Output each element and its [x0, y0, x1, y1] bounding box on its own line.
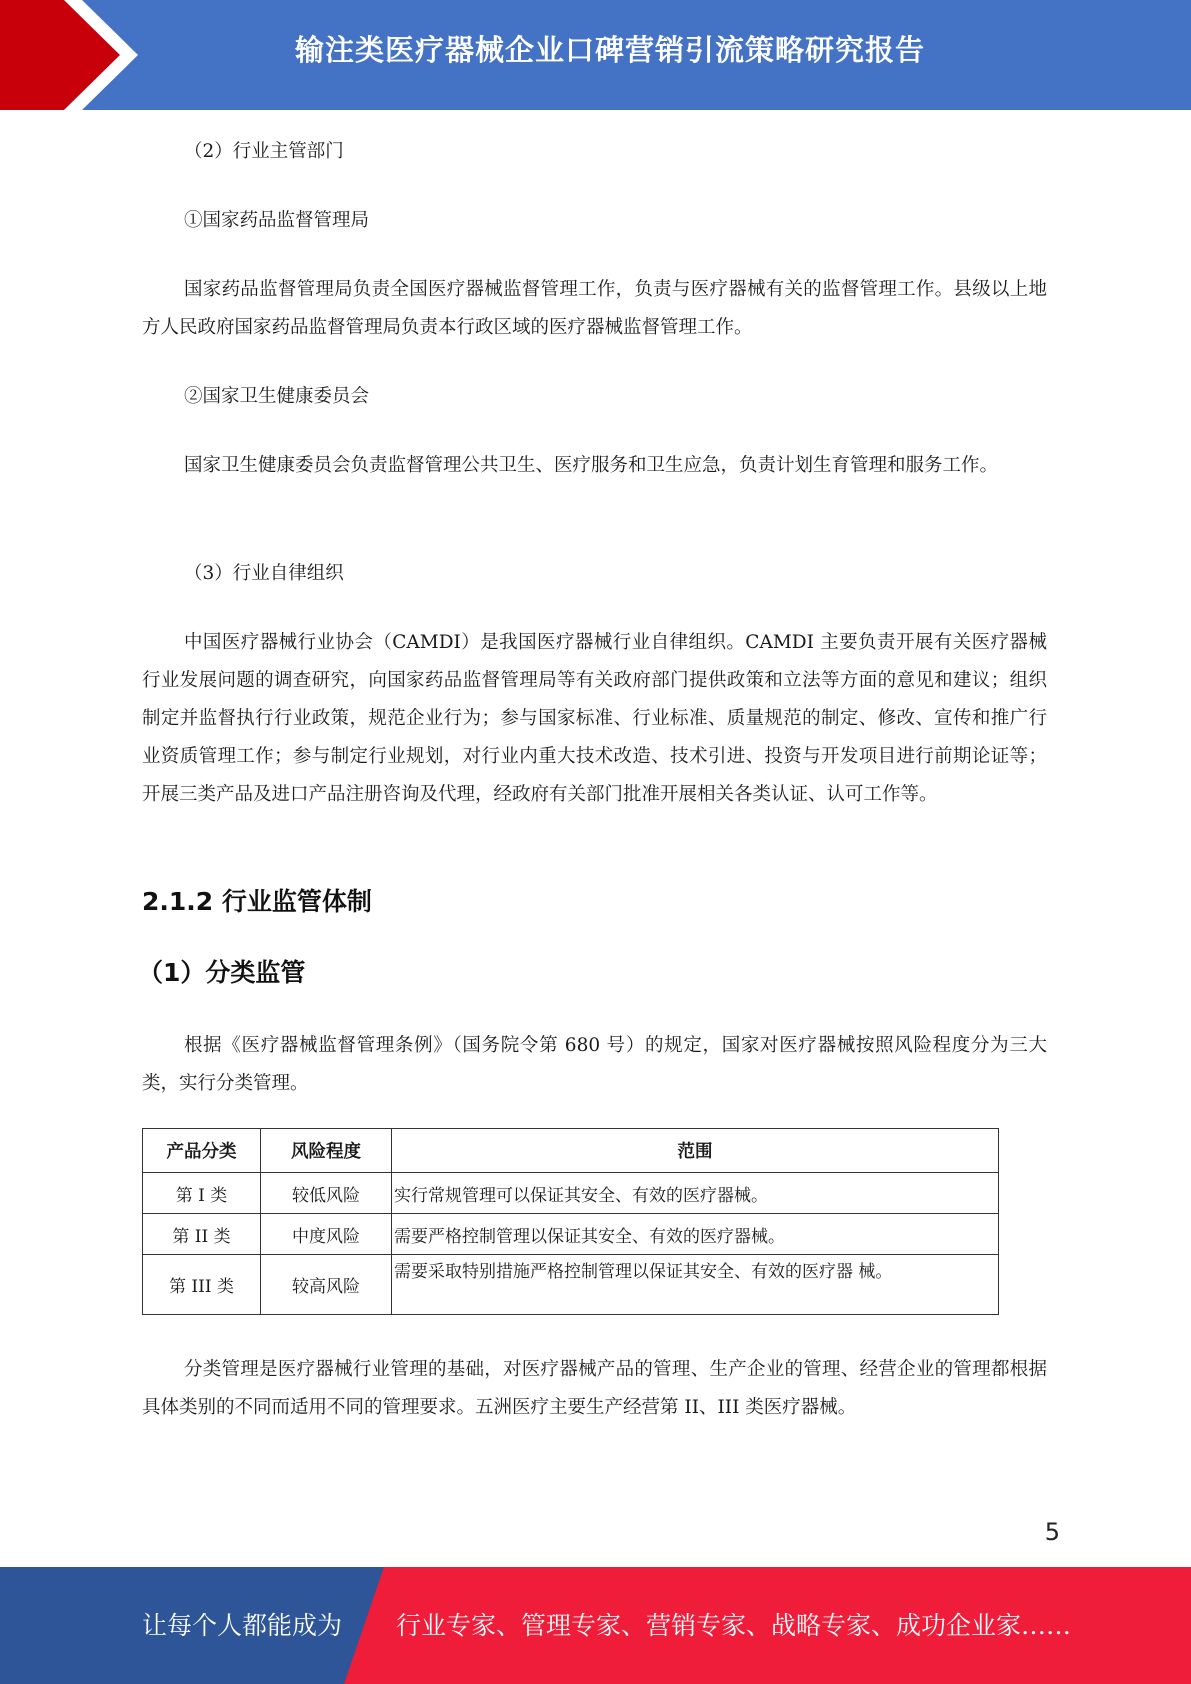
paragraph-camdi: 中国医疗器械行业协会（CAMDI）是我国医疗器械行业自律组织。CAMDI 主要负责开展有关医疗器械行业发展问题的调查研究，向国家药品监督管理局等有关政府部门提供政策和立法等方面的意见和建议；组织制定并监督执行行业政策，规范企业行为；参与国家标准、行业标准、质量规范的制定、修改、宣传和推广行业资质管理工作；参与制定行业规划，对行业内重大技术改造、技术引进、投资与开发项目进行前期论证等；开展三类产品及进口产品注册咨询及代理，经政府有关部门批准开展相关各类认证、认可工作等。	[142, 632, 1047, 805]
table-header-cell: 范围	[392, 1129, 999, 1173]
subsection-heading: （1）分类监管	[138, 958, 306, 987]
paragraph-classification-intro: 根据《医疗器械监督管理条例》（国务院令第 680 号）的规定，国家对医疗器械按照风险程度分为三大类，实行分类管理。	[142, 1035, 1047, 1094]
table-cell-scope: 需要严格控制管理以保证其安全、有效的医疗器械。	[392, 1214, 999, 1255]
item-title-nhc: ②国家卫生健康委员会	[184, 386, 370, 407]
table-header-row	[143, 1129, 999, 1173]
section-heading: 2.1.2 行业监管体制	[142, 887, 372, 916]
header-arrow-decoration	[0, 0, 150, 110]
page-footer	[0, 1567, 1191, 1684]
report-title: 输注类医疗器械企业口碑营销引流策略研究报告	[294, 33, 925, 67]
table-header-cell: 风险程度	[261, 1129, 392, 1173]
item-title-nmpa: ①国家药品监督管理局	[184, 210, 370, 231]
subheading-industry-authority: （2）行业主管部门	[184, 141, 344, 162]
subheading-self-regulation: （3）行业自律组织	[184, 563, 344, 584]
table-cell-risk: 中度风险	[261, 1214, 392, 1255]
table-cell-category: 第 I 类	[143, 1173, 261, 1214]
page-number: 5	[1044, 1518, 1060, 1546]
table-row	[143, 1214, 999, 1255]
paragraph-nmpa: 国家药品监督管理局负责全国医疗器械监督管理工作，负责与医疗器械有关的监督管理工作。县级以上地方人民政府国家药品监督管理局负责本行政区域的医疗器械监督管理工作。	[142, 279, 1047, 338]
footer-slogan-right: 行业专家、管理专家、营销专家、战略专家、成功企业家……	[396, 1611, 1072, 1640]
table-cell-risk: 较低风险	[261, 1173, 392, 1214]
footer-slogan-left: 让每个人都能成为	[142, 1611, 343, 1640]
table-cell-category: 第 III 类	[143, 1255, 261, 1315]
table-cell-scope: 需要采取特别措施严格控制管理以保证其安全、有效的医疗器 械。	[392, 1255, 999, 1315]
table-cell-category: 第 II 类	[143, 1214, 261, 1255]
table-row	[143, 1173, 999, 1214]
page-header	[0, 0, 1191, 110]
table-header-cell: 产品分类	[143, 1129, 261, 1173]
table-cell-scope: 实行常规管理可以保证其安全、有效的医疗器械。	[392, 1173, 999, 1214]
paragraph-closing: 分类管理是医疗器械行业管理的基础，对医疗器械产品的管理、生产企业的管理、经营企业的管理都根据具体类别的不同而适用不同的管理要求。五洲医疗主要生产经营第 II、III 类医疗器械。	[142, 1359, 1047, 1418]
table-cell-risk: 较高风险	[261, 1255, 392, 1315]
table-row	[143, 1255, 999, 1315]
paragraph-nhc: 国家卫生健康委员会负责监督管理公共卫生、医疗服务和卫生应急，负责计划生育管理和服务工作。	[184, 455, 999, 476]
classification-table	[142, 1128, 999, 1315]
